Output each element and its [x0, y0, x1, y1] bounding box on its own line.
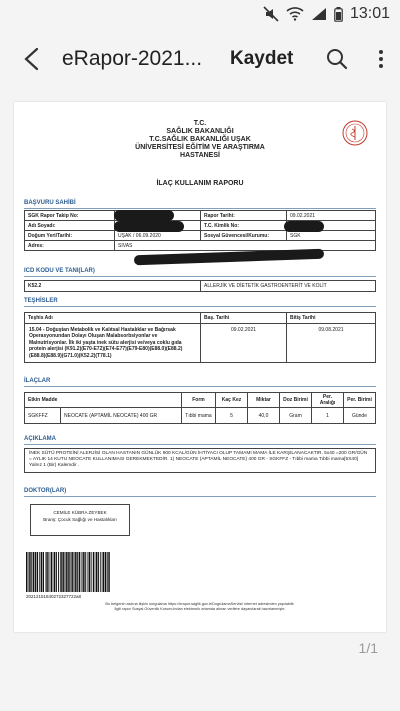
drug-col-header: Kaç Kez [216, 393, 248, 408]
drug-period: 1 [312, 408, 344, 424]
section-divider [24, 496, 376, 497]
redaction-mark [284, 221, 324, 232]
header-line: T.C. [193, 120, 207, 127]
document-title: eRapor-2021... [62, 47, 203, 70]
header-line: SAĞLIK BAKANLIĞI [166, 128, 234, 135]
redaction-mark [114, 210, 174, 221]
sgk-label: SGK Rapor Takip No: [25, 211, 115, 221]
tc-label: T.C. Kimlik No: [201, 221, 287, 231]
report-date: 09.02.2021 [287, 211, 376, 221]
birth-label: Doğum Yeri/Tarihi: [25, 231, 115, 241]
section-doctors: DOKTOR(LAR) [24, 488, 67, 494]
section-divider [24, 386, 376, 387]
drug-col-header: Per. Aralığı [312, 393, 344, 408]
section-drugs: İLAÇLAR [24, 378, 51, 384]
mute-icon [263, 6, 279, 22]
diagnosis-end: 09.08.2021 [287, 324, 376, 363]
status-bar [0, 0, 400, 28]
drug-name: NEOCATE (APTAMİL NEOCATE) 400 GR [61, 408, 182, 424]
back-button[interactable] [6, 33, 58, 85]
section-divider [24, 444, 376, 445]
drugs-table [24, 392, 376, 424]
header-line: T.C.SAĞLIK BAKANLIĞI UŞAK [149, 136, 251, 143]
back-arrow-icon [22, 47, 42, 71]
notes-text: İNEK SÜTÜ PROTEİNİ ALERJİSİ OLAN HASTANIN GÜNLÜK 900 KCAL/GÜN İHTİYACI OLUP TAMAMI MAMA İLE KARŞILANACAKTIR. 5x40 =200 GR/GÜN = AYLIK 14 KUTU NEOCATE KULLANIMASI GEREKMEKTEDİR. 1) NEOCATE (APTAMİL NEOCATE) 400 GR - SGKFFZ - Tıbbi mama Tıbbi mama[5X40] Yalnız 1 (Bir) Kalemdir . [25, 449, 376, 473]
doctor-branch: Branş: Çocuk Sağlığı ve Hastalıkları [43, 517, 117, 522]
start-date-col-header: Baş. Tarihi [201, 313, 287, 324]
drug-amount: 40,0 [248, 408, 280, 424]
drug-col-header: Etkin Madde [25, 393, 182, 408]
drug-times: 5 [216, 408, 248, 424]
icd-code: K52.2 [25, 281, 201, 292]
drug-col-header: Miktar [248, 393, 280, 408]
doctor-box [30, 504, 130, 536]
report-title: İLAÇ KULLANIM RAPORU [156, 180, 244, 187]
insurance-value: SGK [287, 231, 376, 241]
drug-col-header: Doz Birimi [280, 393, 312, 408]
drug-col-header: Per. Birimi [344, 393, 376, 408]
insurance-label: Sosyal Güvencesi/Kurumu: [201, 231, 287, 241]
status-time: 13:01 [349, 5, 390, 22]
section-divider [24, 208, 376, 209]
icd-table [24, 280, 376, 292]
section-divider [24, 276, 376, 277]
diagnosis-text: 15.04 - Doğuştan Metabolik ve Kalıtsal Hastalıklar ve Bağırsak Operasyonundan Dolayı Oluşan Malabsorbsiyonlar ve Malnutrisyonlar. İlk iki yaşta inek sütu alerjisi ve/veya coklu gıda protein alerjisi (K91.2)(E70-E72)(E74-E77)(E79-E80)(E88.0)(E88.2)(E88.8)(E88.9)(G71.0)(K52.2)(T78.1) [25, 324, 201, 363]
search-icon [326, 48, 348, 70]
footer-line: Bu belgenin asılına ilişkin sorgulama https://erapor.saglik.gov.tr/DogrulamaServisi/ internet adresinden yapılabilir. [105, 602, 295, 606]
section-applicant: BAŞVURU SAHİBİ [24, 200, 76, 206]
footer-line: İlgili rapor Sosyal Güvenlik Kurumu'ndan elektronik ortamda alınan verilere dayanılarak hazırlanmıştır. [114, 607, 286, 611]
icd-description: ALLERJİK VE DİETETİK GASTROENTERİT VE KOLİT [201, 281, 376, 292]
pdf-page[interactable] [14, 102, 386, 632]
header-line: ÜNİVERSİTESİ EĞİTİM VE ARAŞTIRMA [135, 144, 265, 151]
signal-icon [311, 7, 327, 21]
more-options-button[interactable] [367, 39, 395, 79]
section-diagnoses: TEŞHİSLER [24, 298, 58, 304]
ministry-logo-icon [342, 120, 368, 146]
save-button[interactable]: Kaydet [230, 48, 294, 69]
applicant-table [24, 210, 376, 251]
more-vert-icon [378, 49, 384, 69]
barcode-icon [26, 552, 112, 592]
search-button[interactable] [317, 39, 357, 79]
app-bar [0, 30, 400, 88]
hospital-header [14, 120, 386, 160]
wifi-icon [286, 7, 304, 21]
drug-dose-unit: Gram [280, 408, 312, 424]
address-value: SIVAS [115, 241, 376, 251]
redaction-mark [114, 221, 184, 232]
drug-col-header: Form [182, 393, 216, 408]
barcode-number: 20212151840272327722a8 [26, 594, 82, 599]
drug-period-unit: Günde [344, 408, 376, 424]
section-divider [24, 306, 376, 307]
header-line: HASTANESİ [180, 152, 220, 159]
diagnosis-col-header: Teşhis Adı [25, 313, 201, 324]
address-label: Adres: [25, 241, 115, 251]
report-date-label: Rapor Tarihi: [201, 211, 287, 221]
redaction-mark [134, 249, 324, 266]
section-notes: AÇIKLAMA [24, 436, 56, 442]
birth-value: UŞAK / 06.09.2020 [115, 231, 201, 241]
notes-table [24, 448, 376, 473]
diagnoses-table [24, 312, 376, 363]
diagnosis-start: 09.02.2021 [201, 324, 287, 363]
name-label: Adı Soyadı: [25, 221, 115, 231]
section-icd: ICD KODU VE TANI(LAR) [24, 268, 95, 274]
footer-note [14, 602, 386, 612]
page-indicator: 1/1 [358, 640, 378, 656]
drug-code: SGKFFZ [25, 408, 61, 424]
battery-icon [334, 7, 343, 22]
drug-form: Tıbbi mama [182, 408, 216, 424]
doctor-name: CEMİLE KÜBRA ZEYBEK [53, 510, 107, 515]
end-date-col-header: Bitiş Tarihi [287, 313, 376, 324]
